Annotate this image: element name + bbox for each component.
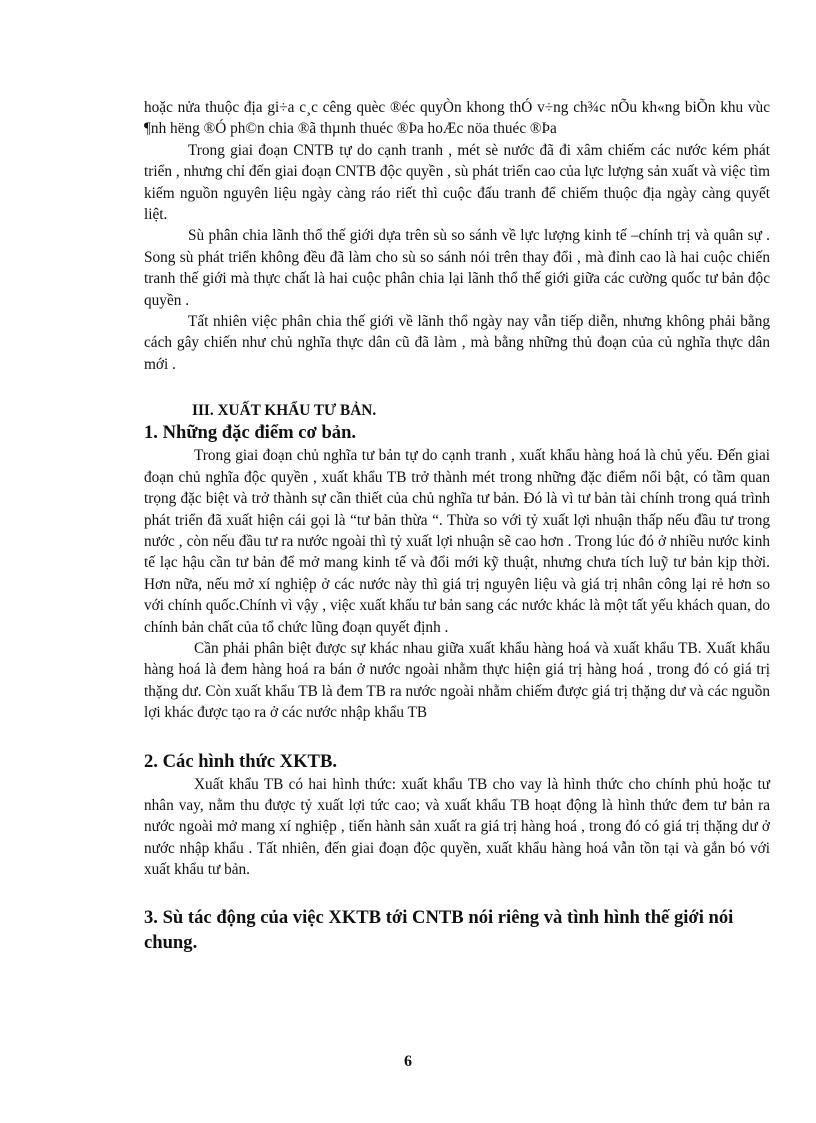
paragraph-goods-vs-capital: Cần phải phân biệt được sự khác nhau giữa xuất khẩu hàng hoá và xuất khẩu TB. Xuất khẩu hàng hoá là đem hàng hoá ra bán ở nước ngoài nhằm thực hiện giá trị hàng hoá , trong đó có giá trị thặng dư. Còn xuất khẩu TB là đem TB ra nước ngoài nhằm chiếm được giá trị thặng dư và các nguồn lợi khác được tạo ra ở các nước nhập khẩu TB [144,639,770,722]
heading-export-impact: 3. Sù tác động của việc XKTB tới CNTB nói riêng và tình hình thế giới nói chung. [144,906,734,953]
paragraph-export-forms: Xuất khẩu TB có hai hình thức: xuất khẩu TB cho vay là hình thức cho chính phủ hoặc tư nhân vay, nằm thu được tỷ xuất lợi tức cao; và xuất khẩu TB hoạt động là hình thức đem tư bản ra nước ngoài mở mang xí nghiệp , tiến hành sản xuất ra giá trị hàng hoá , trong đó có giá trị thặng dư ở nước nhập khẩu . Tất nhiên, đến giai đoạn độc quyền, xuất khẩu hàng hoá vẫn tồn tại và gắn bó với xuất khẩu tư bản. [144,775,770,879]
paragraph-neo-colonialism: Tất nhiên việc phân chia thế giới về lãnh thổ ngày nay vẫn tiếp diễn, nhưng không phải bằng cách gây chiến như chủ nghĩa thực dân cũ đã làm , mà bằng những thủ đoạn của củ nghĩa thực dân mới . [144,313,770,373]
paragraph-territory-division: Sù phân chia lãnh thổ thế giới dựa trên sù so sánh về lực lượng kinh tế –chính trị và quân sự . Song sù phát triển không đều đã làm cho sù so sánh nói trên thay đổi , mà đỉnh cao là hai cuộc chiến tranh thế giới mà thực chất là hai cuộc phân chia lại lãnh thổ thế giới giữa các cường quốc tư bản độc quyền . [144,227,770,309]
heading-export-forms: 2. Các hình thức XKTB. [144,750,337,772]
paragraph-colonization: Trong giai đoạn CNTB tự do cạnh tranh , mét sè nước đã đi xâm chiếm các nước kém phát triển , nhưng chỉ đến giai đoạn CNTB độc quyền , sù phát triển cao của lực lượng sản xuất và việc tìm kiếm nguồn nguyên liệu ngày càng ráo riết thì cuộc đấu tranh để chiếm thuộc địa ngày càng quyết liệt. [144,141,770,224]
document-body [144,97,770,955]
heading-basic-features: 1. Những đặc điểm cơ bản. [144,422,357,444]
paragraph-colonial-intro: hoặc nửa thuộc địa gi÷a c¸c cêng quèc ®éc quyÒn khong thÓ v÷ng ch¾c nÕu kh«ng biÕn khu vùc ¶nh hëng ®Ó ph©n chia ®ã thµnh thuéc ®Þa hoÆc nöa thuéc ®Þa [144,99,770,138]
paragraph-capital-export-features: Trong giai đoạn chủ nghĩa tư bản tự do cạnh tranh , xuất khẩu hàng hoá là chủ yếu. Đến giai đoạn chủ nghĩa độc quyền , xuất khẩu TB trở thành mét trong những đặc điểm nổi bật, có tầm quan trọng đặc biệt và trở thành sự cần thiết của chủ nghĩa tư bản. Đó là vì tư bản tài chính trong quá trình phát triển đã xuất hiện cái gọi là “tư bản thừa “. Thừa so với tỷ xuất lợi nhuận thấp nếu đầu tư trong nước , còn nếu đầu tư ra nước ngoài thì tỷ xuất lợi nhuận sẽ cao hơn . Trong lúc đó ở nhiều nước kinh tế lạc hậu cần tư bản để mở mang kinh tế và đổi mới kỹ thuật, nhưng chưa tích luỹ tư bản kịp thời. Hơn nữa, nếu mở xí nghiệp ở các nước này thì giá trị nguyên liệu và giá trị nhân công lại rẻ hơn so với chính quốc.Chính vì vậy , việc xuất khẩu tư bản sang các nước khác là một tất yếu khách quan, do chính bản chất của tổ chức lũng đoạn quyết định . [144,447,770,636]
section-title-capital-export: III. XUẤT KHẨU TƯ BẢN. [192,402,377,420]
page-number: 6 [404,1053,412,1070]
